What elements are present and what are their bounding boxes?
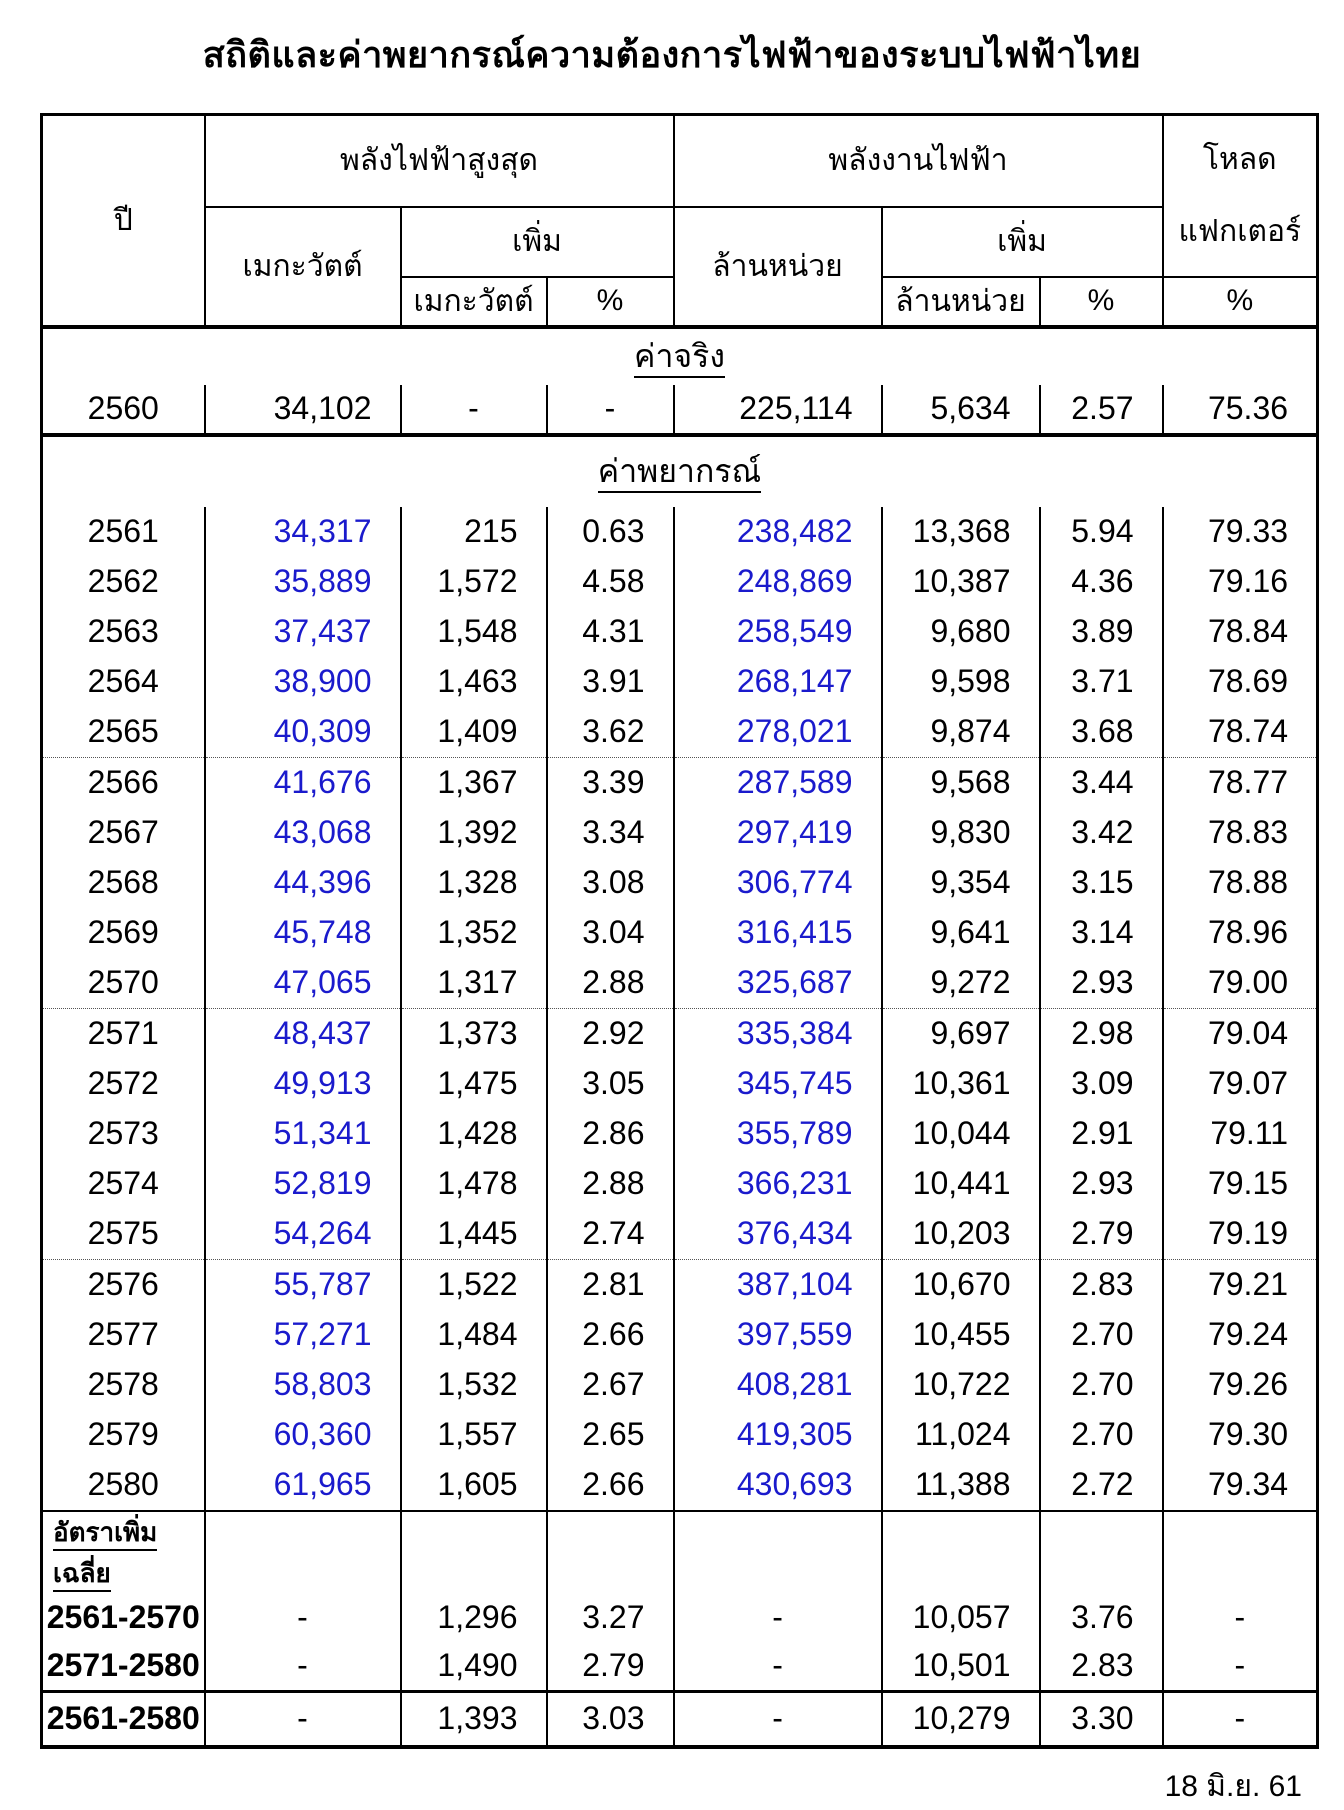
peak-increase-mw-cell: 1,605 (401, 1460, 547, 1511)
peak-mw-cell: 41,676 (205, 757, 401, 808)
peak-increase-pct-cell: 4.58 (547, 557, 674, 607)
energy-increase-pct-cell: 3.15 (1040, 858, 1163, 908)
energy-increase-gwh-cell: 10,670 (882, 1259, 1040, 1310)
energy-gwh-cell: 225,114 (674, 385, 882, 435)
table-body (42, 327, 1318, 1747)
peak-mw-cell: 34,102 (205, 385, 401, 435)
peak-mw-cell: 38,900 (205, 657, 401, 707)
header-peak-power-group: พลังไฟฟ้าสูงสุด (205, 115, 674, 207)
load-factor-cell: 75.36 (1163, 385, 1318, 435)
energy-increase-gwh-cell: 10,501 (882, 1642, 1040, 1692)
peak-increase-pct-cell: 3.04 (547, 908, 674, 958)
energy-increase-pct-cell: 3.44 (1040, 757, 1163, 808)
header-energy-increase-pct: % (1040, 277, 1163, 327)
year-cell: 2570 (42, 958, 205, 1009)
peak-increase-pct-cell: 4.31 (547, 607, 674, 657)
avg-increase-row (42, 1642, 1318, 1692)
peak-increase-pct-cell: 2.66 (547, 1460, 674, 1511)
peak-increase-pct-cell: 3.62 (547, 707, 674, 758)
peak-increase-mw-cell: 1,296 (401, 1594, 547, 1642)
load-factor-cell: 78.84 (1163, 607, 1318, 657)
peak-mw-cell: 52,819 (205, 1159, 401, 1209)
avg-increase-label-cell (42, 1511, 205, 1594)
energy-increase-pct-cell: 2.72 (1040, 1460, 1163, 1511)
section-actual-row-text: ค่าจริง (634, 338, 725, 378)
header-load-factor (1163, 115, 1318, 277)
peak-increase-mw-cell: 1,328 (401, 858, 547, 908)
year-cell: 2561-2580 (42, 1691, 205, 1747)
year-cell: 2561 (42, 507, 205, 557)
energy-increase-pct-cell: 3.71 (1040, 657, 1163, 707)
energy-increase-gwh-cell: 9,697 (882, 1008, 1040, 1059)
peak-increase-mw-cell: 1,428 (401, 1109, 547, 1159)
peak-mw-cell: - (205, 1691, 401, 1747)
demand-table (40, 113, 1319, 1749)
peak-increase-mw-cell: 1,463 (401, 657, 547, 707)
energy-increase-gwh-cell: 11,024 (882, 1410, 1040, 1460)
header-load-factor-pct: % (1163, 277, 1318, 327)
energy-increase-pct-cell: 2.70 (1040, 1360, 1163, 1410)
peak-mw-cell: 35,889 (205, 557, 401, 607)
peak-increase-mw-cell: 1,445 (401, 1209, 547, 1260)
energy-gwh-cell: 345,745 (674, 1059, 882, 1109)
energy-increase-pct-cell: 2.91 (1040, 1109, 1163, 1159)
peak-increase-pct-cell: 3.34 (547, 808, 674, 858)
energy-gwh-cell: 376,434 (674, 1209, 882, 1260)
energy-increase-pct-cell: 2.93 (1040, 958, 1163, 1009)
peak-mw-cell: 54,264 (205, 1209, 401, 1260)
peak-increase-mw-cell: 1,490 (401, 1642, 547, 1692)
year-cell: 2574 (42, 1159, 205, 1209)
year-cell: 2578 (42, 1360, 205, 1410)
load-factor-cell: - (1163, 1642, 1318, 1692)
actual-data-row (42, 385, 1318, 435)
peak-increase-pct-cell: 3.08 (547, 858, 674, 908)
header-year: ปี (42, 115, 205, 327)
peak-increase-pct-cell: 2.66 (547, 1310, 674, 1360)
year-cell: 2567 (42, 808, 205, 858)
peak-mw-cell: 51,341 (205, 1109, 401, 1159)
header-peak-increase: เพิ่ม (401, 207, 674, 277)
page-title: สถิติและค่าพยากรณ์ความต้องการไฟฟ้าของระบบไฟฟ้าไทย (202, 34, 1142, 75)
peak-increase-pct-cell: 2.88 (547, 1159, 674, 1209)
peak-increase-mw-cell: 1,352 (401, 908, 547, 958)
energy-gwh-cell: 397,559 (674, 1310, 882, 1360)
energy-increase-pct-cell: 2.83 (1040, 1642, 1163, 1692)
energy-increase-gwh-cell: 10,722 (882, 1360, 1040, 1410)
energy-increase-gwh-cell: 9,272 (882, 958, 1040, 1009)
peak-increase-mw-cell: 1,572 (401, 557, 547, 607)
energy-increase-gwh-cell: 10,057 (882, 1594, 1040, 1642)
table-header (42, 115, 1318, 327)
energy-gwh-cell: 268,147 (674, 657, 882, 707)
energy-gwh-cell: 419,305 (674, 1410, 882, 1460)
energy-gwh-cell: 355,789 (674, 1109, 882, 1159)
load-factor-cell: 79.11 (1163, 1109, 1318, 1159)
forecast-data-row (42, 1259, 1318, 1310)
peak-increase-pct-cell: 2.65 (547, 1410, 674, 1460)
energy-increase-pct-cell: 3.68 (1040, 707, 1163, 758)
load-factor-cell: 79.34 (1163, 1460, 1318, 1511)
forecast-data-row (42, 1310, 1318, 1360)
energy-increase-gwh-cell: 10,203 (882, 1209, 1040, 1260)
avg-increase-row (42, 1594, 1318, 1642)
energy-increase-gwh-cell: 13,368 (882, 507, 1040, 557)
energy-gwh-cell: - (674, 1594, 882, 1642)
load-factor-cell: 79.07 (1163, 1059, 1318, 1109)
energy-increase-gwh-cell: 9,354 (882, 858, 1040, 908)
energy-increase-gwh-cell: 10,361 (882, 1059, 1040, 1109)
peak-mw-cell: 37,437 (205, 607, 401, 657)
peak-increase-pct-cell: 3.91 (547, 657, 674, 707)
year-cell: 2577 (42, 1310, 205, 1360)
forecast-data-row (42, 707, 1318, 758)
year-cell: 2562 (42, 557, 205, 607)
energy-increase-pct-cell: 2.70 (1040, 1410, 1163, 1460)
peak-mw-cell: 60,360 (205, 1410, 401, 1460)
peak-mw-cell: 40,309 (205, 707, 401, 758)
forecast-data-row (42, 1410, 1318, 1460)
section-forecast-row (42, 435, 1318, 507)
energy-increase-pct-cell: 2.70 (1040, 1310, 1163, 1360)
energy-gwh-cell: 297,419 (674, 808, 882, 858)
energy-increase-gwh-cell: 10,044 (882, 1109, 1040, 1159)
load-factor-cell: 78.88 (1163, 858, 1318, 908)
forecast-data-row (42, 958, 1318, 1009)
energy-gwh-cell: 248,869 (674, 557, 882, 607)
forecast-data-row (42, 657, 1318, 707)
energy-increase-gwh-cell: 10,455 (882, 1310, 1040, 1360)
peak-mw-cell: 34,317 (205, 507, 401, 557)
empty-cell (1163, 1511, 1318, 1594)
energy-gwh-cell: - (674, 1642, 882, 1692)
year-cell: 2579 (42, 1410, 205, 1460)
energy-increase-pct-cell: 3.14 (1040, 908, 1163, 958)
energy-increase-pct-cell: 4.36 (1040, 557, 1163, 607)
peak-mw-cell: 61,965 (205, 1460, 401, 1511)
peak-mw-cell: 58,803 (205, 1360, 401, 1410)
header-peak-mw: เมกะวัตต์ (205, 207, 401, 327)
energy-gwh-cell: 287,589 (674, 757, 882, 808)
peak-increase-mw-cell: 1,548 (401, 607, 547, 657)
forecast-data-row (42, 557, 1318, 607)
load-factor-cell: 78.77 (1163, 757, 1318, 808)
energy-increase-pct-cell: 2.79 (1040, 1209, 1163, 1260)
load-factor-cell: - (1163, 1691, 1318, 1747)
peak-increase-pct-cell: 2.88 (547, 958, 674, 1009)
energy-increase-pct-cell: 3.76 (1040, 1594, 1163, 1642)
peak-increase-mw-cell: 1,392 (401, 808, 547, 858)
peak-increase-pct-cell: 2.67 (547, 1360, 674, 1410)
load-factor-cell: 79.15 (1163, 1159, 1318, 1209)
peak-increase-pct-cell: 2.86 (547, 1109, 674, 1159)
peak-increase-pct-cell: 3.05 (547, 1059, 674, 1109)
section-actual-row-label (42, 327, 1318, 385)
load-factor-cell: 79.00 (1163, 958, 1318, 1009)
year-cell: 2563 (42, 607, 205, 657)
energy-gwh-cell: - (674, 1691, 882, 1747)
energy-increase-gwh-cell: 10,387 (882, 557, 1040, 607)
peak-increase-mw-cell: 1,409 (401, 707, 547, 758)
peak-increase-pct-cell: - (547, 385, 674, 435)
energy-increase-pct-cell: 3.42 (1040, 808, 1163, 858)
empty-cell (205, 1511, 401, 1594)
total-avg-row (42, 1691, 1318, 1747)
empty-cell (1040, 1511, 1163, 1594)
header-peak-increase-pct: % (547, 277, 674, 327)
energy-gwh-cell: 316,415 (674, 908, 882, 958)
header-peak-increase-mw: เมกะวัตต์ (401, 277, 547, 327)
energy-gwh-cell: 258,549 (674, 607, 882, 657)
forecast-data-row (42, 1360, 1318, 1410)
avg-increase-label-row (42, 1511, 1318, 1594)
energy-increase-gwh-cell: 10,279 (882, 1691, 1040, 1747)
peak-mw-cell: - (205, 1642, 401, 1692)
peak-increase-pct-cell: 2.74 (547, 1209, 674, 1260)
peak-increase-mw-cell: - (401, 385, 547, 435)
energy-increase-pct-cell: 2.83 (1040, 1259, 1163, 1310)
forecast-data-row (42, 1460, 1318, 1511)
peak-increase-pct-cell: 0.63 (547, 507, 674, 557)
peak-increase-pct-cell: 2.81 (547, 1259, 674, 1310)
peak-mw-cell: 49,913 (205, 1059, 401, 1109)
energy-gwh-cell: 325,687 (674, 958, 882, 1009)
forecast-data-row (42, 1008, 1318, 1059)
year-cell: 2568 (42, 858, 205, 908)
header-energy-increase: เพิ่ม (882, 207, 1163, 277)
forecast-data-row (42, 808, 1318, 858)
peak-increase-pct-cell: 3.27 (547, 1594, 674, 1642)
peak-mw-cell: 45,748 (205, 908, 401, 958)
energy-increase-gwh-cell: 9,830 (882, 808, 1040, 858)
load-factor-cell: 79.26 (1163, 1360, 1318, 1410)
energy-gwh-cell: 430,693 (674, 1460, 882, 1511)
forecast-data-row (42, 1209, 1318, 1260)
section-actual-row (42, 327, 1318, 385)
header-energy-units: ล้านหน่วย (674, 207, 882, 327)
load-factor-cell: 79.33 (1163, 507, 1318, 557)
year-cell: 2571-2580 (42, 1642, 205, 1692)
load-factor-cell: 79.04 (1163, 1008, 1318, 1059)
peak-increase-mw-cell: 1,532 (401, 1360, 547, 1410)
forecast-data-row (42, 1109, 1318, 1159)
peak-increase-pct-cell: 2.92 (547, 1008, 674, 1059)
energy-increase-gwh-cell: 5,634 (882, 385, 1040, 435)
peak-increase-pct-cell: 3.03 (547, 1691, 674, 1747)
load-factor-cell: 79.19 (1163, 1209, 1318, 1260)
section-forecast-row-text: ค่าพยากรณ์ (598, 453, 761, 493)
peak-increase-pct-cell: 2.79 (547, 1642, 674, 1692)
year-cell: 2572 (42, 1059, 205, 1109)
year-cell: 2569 (42, 908, 205, 958)
energy-gwh-cell: 335,384 (674, 1008, 882, 1059)
header-energy-increase-units: ล้านหน่วย (882, 277, 1040, 327)
year-cell: 2560 (42, 385, 205, 435)
header-energy-group: พลังงานไฟฟ้า (674, 115, 1163, 207)
energy-gwh-cell: 387,104 (674, 1259, 882, 1310)
load-factor-cell: 79.21 (1163, 1259, 1318, 1310)
forecast-data-row (42, 507, 1318, 557)
energy-increase-gwh-cell: 9,680 (882, 607, 1040, 657)
peak-increase-mw-cell: 1,557 (401, 1410, 547, 1460)
load-factor-cell: 78.69 (1163, 657, 1318, 707)
peak-mw-cell: 57,271 (205, 1310, 401, 1360)
load-factor-cell: 78.83 (1163, 808, 1318, 858)
forecast-data-row (42, 908, 1318, 958)
energy-increase-gwh-cell: 11,388 (882, 1460, 1040, 1511)
peak-increase-mw-cell: 1,317 (401, 958, 547, 1009)
forecast-data-row (42, 858, 1318, 908)
energy-increase-pct-cell: 2.98 (1040, 1008, 1163, 1059)
energy-gwh-cell: 408,281 (674, 1360, 882, 1410)
year-cell: 2576 (42, 1259, 205, 1310)
peak-mw-cell: - (205, 1594, 401, 1642)
peak-mw-cell: 47,065 (205, 958, 401, 1009)
section-forecast-row-label (42, 435, 1318, 507)
peak-increase-pct-cell: 3.39 (547, 757, 674, 808)
peak-mw-cell: 44,396 (205, 858, 401, 908)
energy-gwh-cell: 366,231 (674, 1159, 882, 1209)
energy-increase-gwh-cell: 9,641 (882, 908, 1040, 958)
energy-increase-gwh-cell: 9,568 (882, 757, 1040, 808)
peak-increase-mw-cell: 1,522 (401, 1259, 547, 1310)
peak-increase-mw-cell: 1,367 (401, 757, 547, 808)
year-cell: 2565 (42, 707, 205, 758)
peak-increase-mw-cell: 1,373 (401, 1008, 547, 1059)
year-cell: 2566 (42, 757, 205, 808)
empty-cell (882, 1511, 1040, 1594)
energy-gwh-cell: 278,021 (674, 707, 882, 758)
energy-increase-pct-cell: 3.09 (1040, 1059, 1163, 1109)
energy-increase-pct-cell: 3.89 (1040, 607, 1163, 657)
year-cell: 2564 (42, 657, 205, 707)
energy-gwh-cell: 306,774 (674, 858, 882, 908)
peak-mw-cell: 55,787 (205, 1259, 401, 1310)
year-cell: 2561-2570 (42, 1594, 205, 1642)
energy-increase-gwh-cell: 9,598 (882, 657, 1040, 707)
forecast-data-row (42, 1059, 1318, 1109)
peak-increase-mw-cell: 1,484 (401, 1310, 547, 1360)
peak-increase-mw-cell: 1,475 (401, 1059, 547, 1109)
energy-increase-pct-cell: 2.93 (1040, 1159, 1163, 1209)
peak-increase-mw-cell: 215 (401, 507, 547, 557)
peak-increase-mw-cell: 1,478 (401, 1159, 547, 1209)
footer-date: 18 มิ.ย. 61 (1164, 1769, 1302, 1803)
peak-mw-cell: 48,437 (205, 1008, 401, 1059)
energy-increase-pct-cell: 3.30 (1040, 1691, 1163, 1747)
empty-cell (401, 1511, 547, 1594)
empty-cell (547, 1511, 674, 1594)
load-factor-cell: 78.74 (1163, 707, 1318, 758)
year-cell: 2571 (42, 1008, 205, 1059)
avg-increase-label-text: อัตราเพิ่มเฉลี่ย (53, 1517, 157, 1592)
year-cell: 2573 (42, 1109, 205, 1159)
energy-increase-pct-cell: 2.57 (1040, 385, 1163, 435)
forecast-data-row (42, 607, 1318, 657)
energy-increase-pct-cell: 5.94 (1040, 507, 1163, 557)
header-load-factor-line1: โหลด (1202, 142, 1277, 176)
forecast-data-row (42, 757, 1318, 808)
energy-increase-gwh-cell: 10,441 (882, 1159, 1040, 1209)
load-factor-cell: 78.96 (1163, 908, 1318, 958)
load-factor-cell: 79.16 (1163, 557, 1318, 607)
energy-increase-gwh-cell: 9,874 (882, 707, 1040, 758)
load-factor-cell: 79.24 (1163, 1310, 1318, 1360)
load-factor-cell: - (1163, 1594, 1318, 1642)
energy-gwh-cell: 238,482 (674, 507, 882, 557)
year-cell: 2575 (42, 1209, 205, 1260)
peak-mw-cell: 43,068 (205, 808, 401, 858)
load-factor-cell: 79.30 (1163, 1410, 1318, 1460)
empty-cell (674, 1511, 882, 1594)
year-cell: 2580 (42, 1460, 205, 1511)
peak-increase-mw-cell: 1,393 (401, 1691, 547, 1747)
forecast-data-row (42, 1159, 1318, 1209)
header-load-factor-line2: แฟกเตอร์ (1178, 214, 1302, 248)
